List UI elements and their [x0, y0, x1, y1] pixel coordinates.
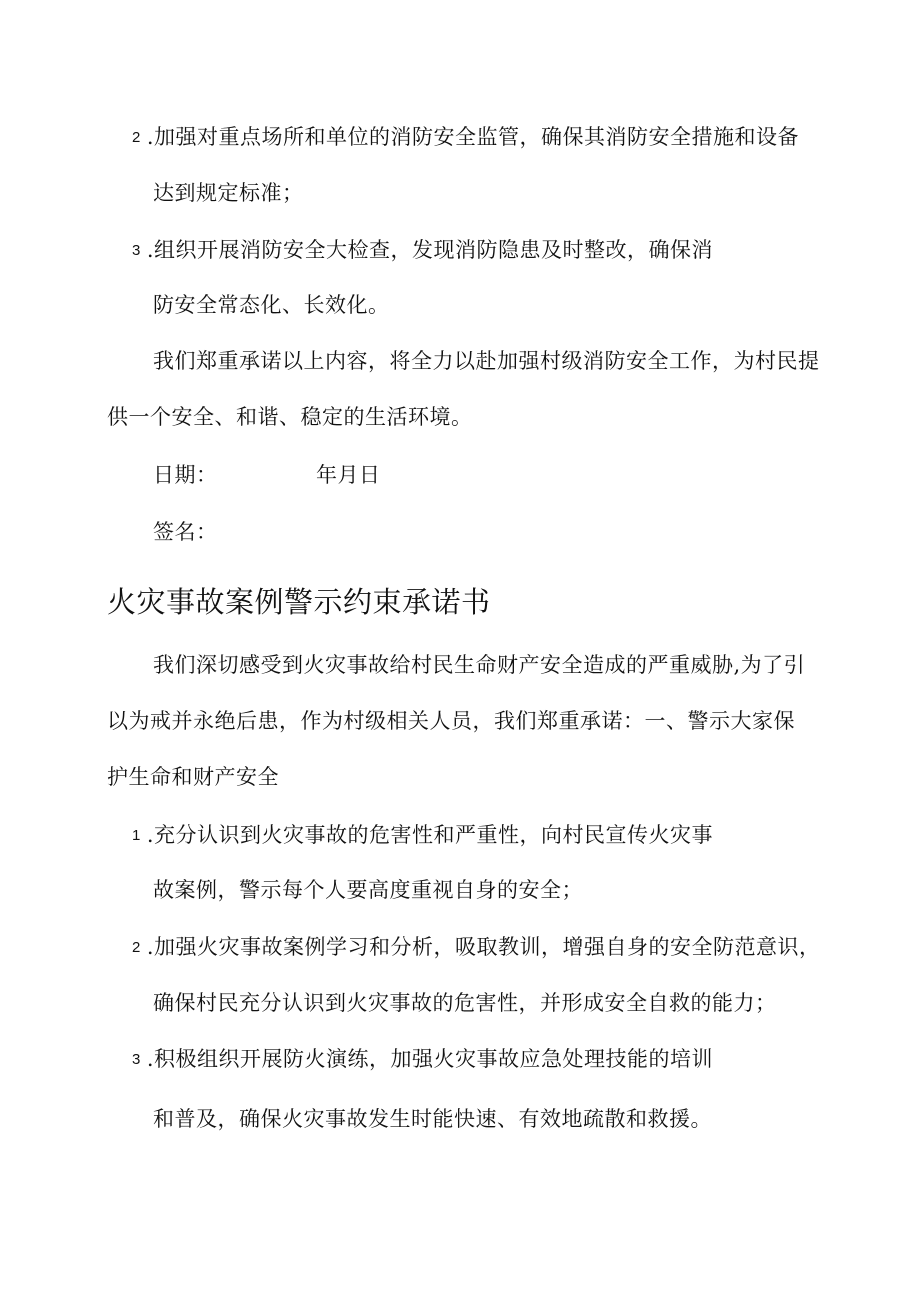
intro-paragraph-line-2: 以为戒并永绝后患，作为村级相关人员，我们郑重承诺：一、警示大家保 — [107, 709, 795, 733]
list-number: 2 — [132, 939, 141, 956]
section-title: 火灾事故案例警示约束承诺书 — [107, 585, 491, 619]
closing-paragraph-line-2: 供一个安全、和谐、稳定的生活环境。 — [107, 405, 473, 429]
list-item-2-line-1 — [132, 123, 799, 152]
closing-paragraph-line-1: 我们郑重承诺以上内容，将全力以赴加强村级消防安全工作，为村民提 — [153, 349, 820, 373]
signature-label: 签名： — [153, 520, 218, 544]
list-number: 1 — [132, 827, 141, 844]
list-text: .充分认识到火灾事故的危害性和严重性，向村民宣传火灾事 — [146, 823, 714, 847]
list-item-2-line-1 — [132, 933, 821, 962]
list-number: 2 — [132, 129, 141, 146]
list-item-1-line-1 — [132, 821, 713, 850]
list-text: .加强火灾事故案例学习和分析，吸取教训，增强自身的安全防范意识， — [146, 935, 821, 959]
intro-paragraph-line-3: 护生命和财产安全 — [107, 765, 279, 789]
list-number: 3 — [132, 242, 141, 259]
list-item-3-line-2: 防安全常态化、长效化。 — [153, 293, 390, 317]
list-item-3-line-2: 和普及，确保火灾事故发生时能快速、有效地疏散和救援。 — [153, 1107, 712, 1131]
list-text: .加强对重点场所和单位的消防安全监管，确保其消防安全措施和设备 — [146, 125, 800, 149]
list-item-2-line-2: 达到规定标准； — [153, 181, 304, 205]
intro-paragraph-line-1: 我们深切感受到火灾事故给村民生命财产安全造成的严重威胁,为了引 — [153, 653, 806, 677]
list-item-1-line-2: 故案例，警示每个人要高度重视自身的安全； — [153, 878, 583, 902]
date-value: 年月日 — [316, 463, 381, 487]
list-item-3-line-1 — [132, 1045, 713, 1074]
date-label: 日期： — [153, 463, 218, 487]
list-text: .组织开展消防安全大检查，发现消防隐患及时整改，确保消 — [146, 238, 714, 262]
list-text: .积极组织开展防火演练，加强火灾事故应急处理技能的培训 — [146, 1047, 714, 1071]
list-number: 3 — [132, 1051, 141, 1068]
list-item-2-line-2: 确保村民充分认识到火灾事故的危害性，并形成安全自救的能力； — [153, 991, 777, 1015]
list-item-3-line-1 — [132, 236, 713, 265]
